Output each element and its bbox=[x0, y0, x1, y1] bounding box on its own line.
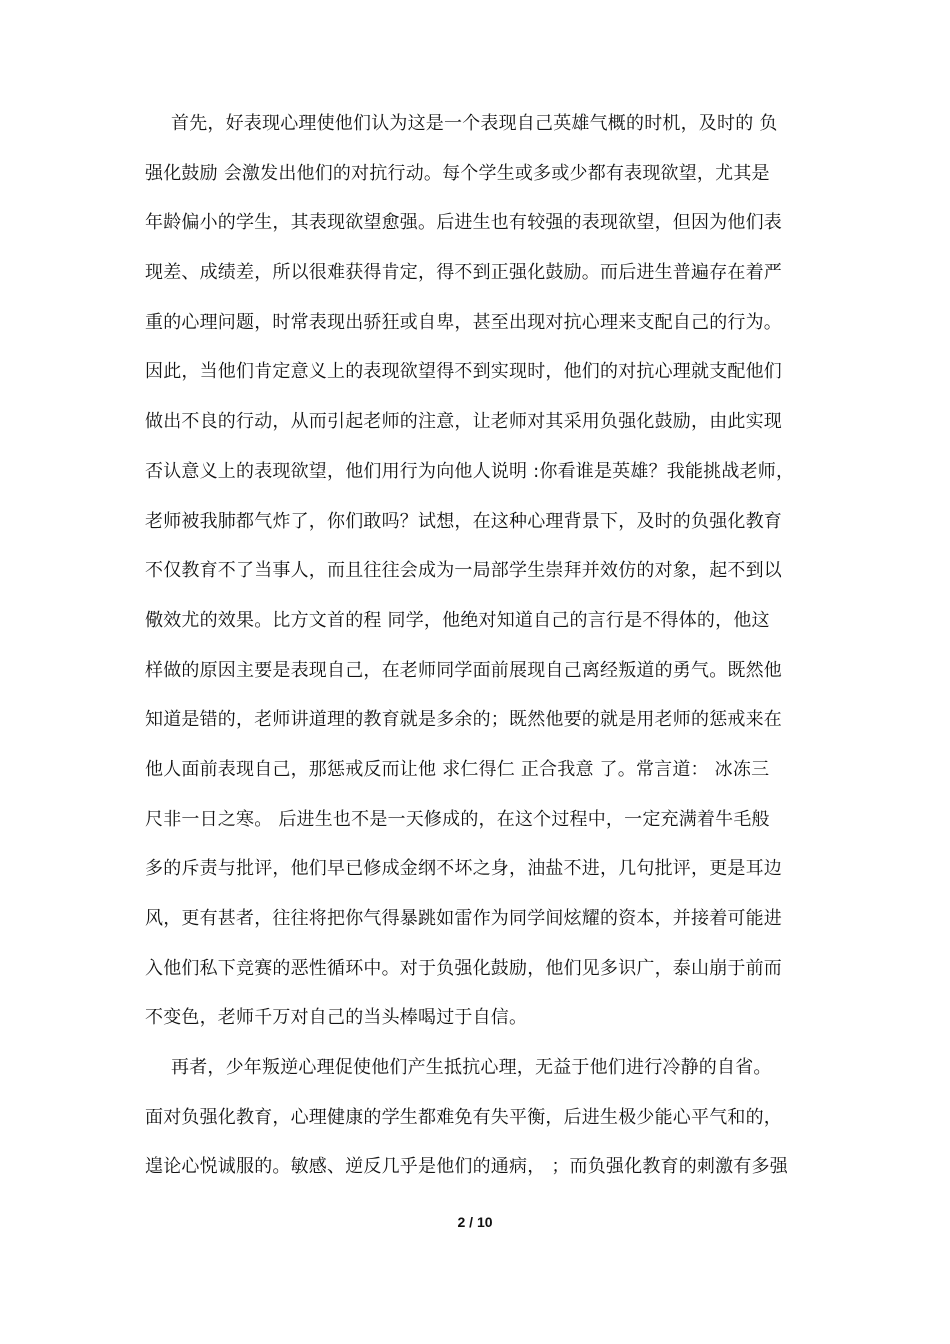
text-line: 首先，好表现心理使他们认为这是一个表现自己英雄气概的时机，及时的 负 bbox=[171, 113, 778, 134]
text-line: 年龄偏小的学生，其表现欲望愈强。后进生也有较强的表现欲望，但因为他们表 bbox=[145, 212, 782, 234]
text-line: 不变色，老师千万对自己的当头棒喝过于自信。 bbox=[145, 1007, 528, 1029]
text-line: 做出不良的行动，从而引起老师的注意，让老师对其采用负强化鼓励，由此实现 bbox=[145, 411, 782, 433]
text-line: 入他们私下竞赛的恶性循环中。对于负强化鼓励，他们见多识广，泰山崩于前而 bbox=[145, 957, 782, 979]
text-line: 老师被我肺都气炸了，你们敢吗？试想，在这种心理背景下，及时的负强化教育 bbox=[145, 510, 782, 532]
text-line: 多的斥责与批评，他们早已修成金纲不坏之身，油盐不进，几句批评，更是耳边 bbox=[145, 858, 782, 880]
text-line: 强化鼓励 会激发出他们的对抗行动。每个学生或多或少都有表现欲望，尤其是 bbox=[145, 162, 770, 184]
text-line: 否认意义上的表现欲望，他们用行为向他人说明 :你看谁是英雄？我能挑战老师， bbox=[145, 460, 795, 482]
text-line: 知道是错的，老师讲道理的教育就是多余的；既然他要的就是用老师的惩戒来在 bbox=[145, 709, 782, 731]
document-body bbox=[145, 104, 825, 1197]
text-line: 风，更有甚者，往往将把你气得暴跳如雷作为同学间炫耀的资本，并接着可能进 bbox=[145, 908, 782, 929]
paragraph bbox=[145, 1048, 825, 1197]
text-line: 不仅教育不了当事人，而且往往会成为一局部学生崇拜并效仿的对象，起不到以 bbox=[145, 560, 782, 582]
text-line: 他人面前表现自己，那惩戒反而让他 求仁得仁 正合我意 了。常言道： 冰冻三 bbox=[145, 758, 770, 780]
paragraph bbox=[145, 104, 825, 1048]
text-line: 儆效尤的效果。比方文首的程 同学，他绝对知道自己的言行是不得体的，他这 bbox=[145, 609, 770, 631]
text-line: 重的心理问题，时常表现出骄狂或自卑，甚至出现对抗心理来支配自己的行为。 bbox=[145, 311, 782, 333]
text-line: 因此，当他们肯定意义上的表现欲望得不到实现时，他们的对抗心理就支配他们 bbox=[145, 361, 782, 383]
text-line: 遑论心悦诚服的。敏感、逆反几乎是他们的通病， ；而负强化教育的刺激有多强 bbox=[145, 1156, 788, 1178]
text-line: 尺非一日之寒。 后进生也不是一天修成的，在这个过程中，一定充满着牛毛般 bbox=[145, 808, 770, 830]
page-number: 2 / 10 bbox=[457, 1214, 493, 1230]
text-line: 再者，少年叛逆心理促使他们产生抵抗心理，无益于他们进行冷静的自省。 bbox=[171, 1057, 772, 1079]
text-line: 现差、成绩差，所以很难获得肯定，得不到正强化鼓励。而后进生普遍存在着严 bbox=[145, 262, 782, 284]
text-line: 样做的原因主要是表现自己，在老师同学面前展现自己离经叛道的勇气。既然他 bbox=[145, 659, 782, 681]
text-line: 面对负强化教育，心理健康的学生都难免有失平衡，后进生极少能心平气和的， bbox=[145, 1106, 782, 1128]
